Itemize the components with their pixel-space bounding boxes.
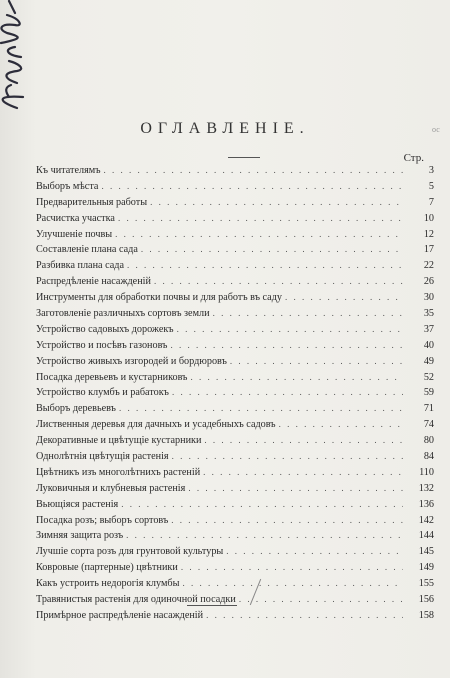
toc-entry-title: Выборъ мѣста xyxy=(36,180,99,192)
toc-entry-page: 158 xyxy=(418,609,434,621)
toc-entry-title: Устройство и посѣвъ газоновъ xyxy=(36,339,168,351)
toc-entry-title: Какъ устроить недорогія клумбы xyxy=(36,578,180,590)
page-title: ОГЛАВЛЕНІЕ. xyxy=(140,120,310,137)
toc-entry-title: Устройство садовыхъ дорожекъ xyxy=(36,323,174,335)
toc-leader-dots xyxy=(118,211,403,227)
toc-entry-page: 22 xyxy=(423,260,434,272)
toc-leader-dots xyxy=(177,322,403,338)
toc-entry xyxy=(36,306,434,322)
toc-entry xyxy=(36,401,434,417)
toc-entry xyxy=(36,497,434,513)
toc-leader-dots xyxy=(279,417,403,433)
toc-entry xyxy=(36,338,434,354)
toc-entry-page: 74 xyxy=(423,419,434,431)
toc-leader-dots xyxy=(170,338,403,354)
toc-entry-title: Лучшіе сорта розъ для грунтовой культуры xyxy=(36,546,224,558)
handwritten-signature-icon xyxy=(0,63,107,113)
toc-entry xyxy=(36,163,434,179)
toc-entry-title: Къ читателямъ xyxy=(36,165,101,176)
toc-entry xyxy=(36,290,434,306)
toc-leader-dots xyxy=(127,258,403,274)
toc-entry xyxy=(36,195,434,211)
margin-mark: ос xyxy=(432,125,440,134)
toc-entry-title: Примѣрное распредѣленіе насажденій xyxy=(36,609,204,621)
toc-leader-dots xyxy=(285,290,403,306)
toc-entry-page: 155 xyxy=(418,578,434,590)
toc-entry-page: 132 xyxy=(418,482,434,494)
toc-entry xyxy=(36,370,434,386)
toc-leader-dots xyxy=(115,227,403,243)
toc-entry xyxy=(36,576,434,592)
toc-entry xyxy=(36,433,434,449)
toc-entry xyxy=(36,179,434,195)
toc-entry xyxy=(36,258,434,274)
toc-entry-page: 80 xyxy=(423,435,434,447)
toc-entry xyxy=(36,513,434,529)
toc-entry-title: Лиственныя деревья для дачныхъ и усадебныхъ садовъ xyxy=(36,419,276,431)
toc-entry-title: Разбивка плана сада xyxy=(36,260,124,272)
toc-leader-dots xyxy=(182,576,403,592)
toc-entry-title: Цвѣтникъ изъ многолѣтнихъ растеній xyxy=(36,466,201,478)
toc-entry-page: 110 xyxy=(419,466,434,478)
toc-entry-page: 37 xyxy=(423,323,434,335)
toc-entry xyxy=(36,481,434,497)
toc-entry-title: Заготовленіе различныхъ сортовъ земли xyxy=(36,308,210,320)
toc-entry-title: Распредѣленіе насажденій xyxy=(36,276,151,288)
toc-entry-page: 35 xyxy=(423,308,434,320)
toc-leader-dots xyxy=(126,528,403,544)
toc-entry-title: Луковичныя и клубневыя растенія xyxy=(36,482,186,494)
title-divider xyxy=(228,157,260,158)
toc-leader-dots xyxy=(213,306,403,322)
toc-leader-dots xyxy=(204,433,403,449)
toc-leader-dots xyxy=(172,385,403,401)
toc-leader-dots xyxy=(171,513,403,529)
toc-leader-dots xyxy=(121,497,403,513)
toc-entry-page: 30 xyxy=(423,292,434,304)
toc-entry-title: Предварительныя работы xyxy=(36,196,148,208)
toc-leader-dots xyxy=(101,179,403,195)
toc-entry-page: 5 xyxy=(428,180,434,192)
toc-entry xyxy=(36,560,434,576)
toc-entry-page: 52 xyxy=(423,371,434,383)
page-column-label: Стр. xyxy=(403,152,424,164)
toc-entry-title: Устройство клумбъ и рабатокъ xyxy=(36,387,169,399)
toc-entry-page: 144 xyxy=(418,530,434,542)
toc-leader-dots xyxy=(230,354,403,370)
toc-entry-title: Посадка деревьевъ и кустарниковъ xyxy=(36,371,188,383)
toc-entry-page: 145 xyxy=(418,546,434,558)
toc-entry-title: Расчистка участка xyxy=(36,212,115,224)
toc-leader-dots xyxy=(203,465,403,481)
toc-entry-title: Инструменты для обработки почвы и для работъ въ саду xyxy=(36,292,282,304)
toc-entry-title: Ковровые (партерные) цвѣтники xyxy=(36,562,178,574)
toc-entry xyxy=(36,242,434,258)
toc-entry-page: 3 xyxy=(428,165,434,176)
toc-entry xyxy=(36,211,434,227)
toc-entry-title: Составленіе плана сада xyxy=(36,244,138,256)
toc-entry-page: 84 xyxy=(423,451,434,463)
toc-entry-page: 26 xyxy=(423,276,434,288)
toc-entry-title: Однолѣтнія цвѣтущія растенія xyxy=(36,451,169,463)
toc-entry-title: Вьющіяся растенія xyxy=(36,498,119,510)
toc-entry-page: 142 xyxy=(418,514,434,526)
toc-entry-title: Травянистыя растенія для одиночной посадки xyxy=(36,594,236,606)
toc-entry xyxy=(36,608,434,624)
toc-entry-page: 17 xyxy=(423,244,434,256)
toc-leader-dots xyxy=(119,401,403,417)
toc-entry xyxy=(36,449,434,465)
toc-entry-title: Декоративные и цвѣтущіе кустарники xyxy=(36,435,202,447)
toc-entry-page: 136 xyxy=(418,498,434,510)
toc-entry xyxy=(36,417,434,433)
toc-entry xyxy=(36,274,434,290)
toc-entry-page: 40 xyxy=(423,339,434,351)
toc-entry-title: Посадка розъ; выборъ сортовъ xyxy=(36,514,169,526)
toc-entry xyxy=(36,385,434,401)
toc-entry xyxy=(36,465,434,481)
toc-entry-page: 7 xyxy=(428,196,434,208)
toc-leader-dots xyxy=(190,370,403,386)
toc-leader-dots xyxy=(150,195,403,211)
toc-entry xyxy=(36,528,434,544)
toc-leader-dots xyxy=(239,592,403,608)
table-of-contents xyxy=(36,163,434,624)
toc-entry xyxy=(36,227,434,243)
toc-leader-dots xyxy=(226,544,403,560)
toc-entry-page: 49 xyxy=(423,355,434,367)
toc-entry xyxy=(36,544,434,560)
toc-leader-dots xyxy=(154,274,403,290)
toc-entry-page: 149 xyxy=(418,562,434,574)
toc-entry-title: Зимняя защита розъ xyxy=(36,530,124,542)
toc-entry-page: 12 xyxy=(423,228,434,240)
toc-leader-dots xyxy=(141,242,403,258)
toc-leader-dots xyxy=(172,449,403,465)
toc-leader-dots xyxy=(206,608,403,624)
toc-entry-page: 59 xyxy=(423,387,434,399)
toc-leader-dots xyxy=(103,163,403,179)
toc-entry-page: 71 xyxy=(423,403,434,415)
toc-entry xyxy=(36,322,434,338)
toc-entry-title: Устройство живыхъ изгородей и бордюровъ xyxy=(36,355,227,367)
toc-entry-page: 10 xyxy=(423,212,434,224)
toc-leader-dots xyxy=(181,560,403,576)
toc-entry xyxy=(36,354,434,370)
toc-entry-title: Улучшеніе почвы xyxy=(36,228,113,240)
toc-leader-dots xyxy=(188,481,403,497)
toc-entry-page: 156 xyxy=(418,594,434,606)
toc-entry-title: Выборъ деревьевъ xyxy=(36,403,116,415)
end-divider xyxy=(187,605,237,606)
